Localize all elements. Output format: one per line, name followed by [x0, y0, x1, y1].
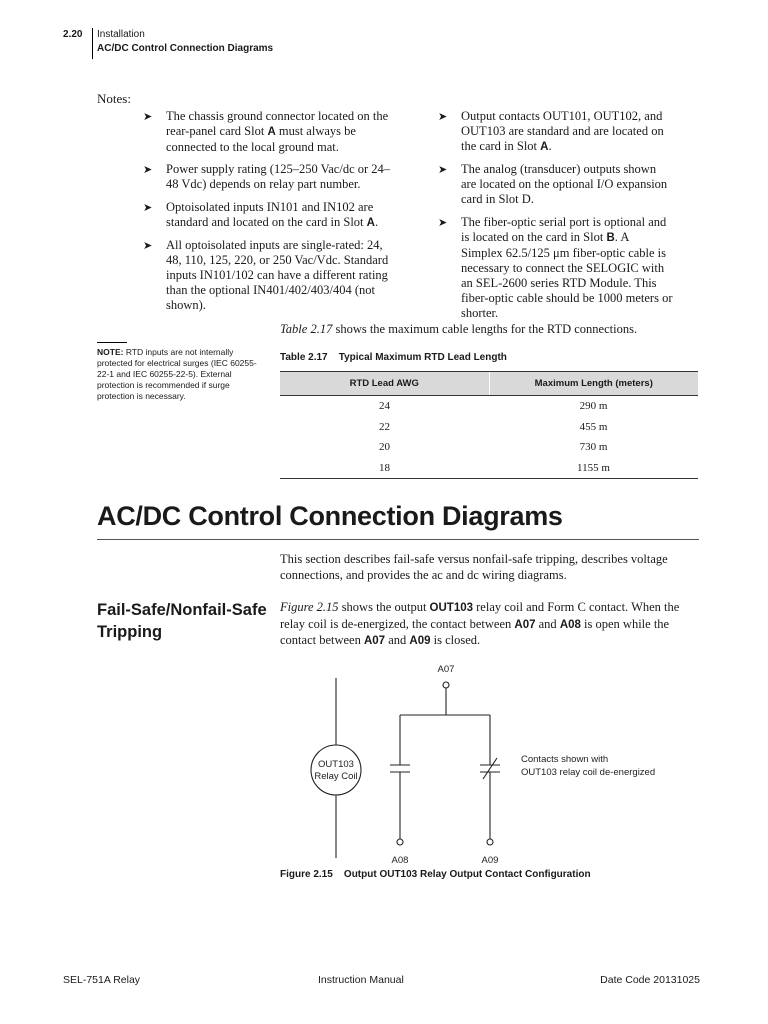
notes-list-1	[143, 109, 398, 314]
figure-ref-link[interactable]: Figure 2.15	[280, 600, 339, 614]
note-text: .	[548, 139, 552, 153]
para-text: and	[535, 616, 560, 631]
side-note	[97, 347, 257, 402]
coil-label-2: Relay Coil	[314, 771, 358, 782]
table-row	[280, 396, 698, 417]
header-divider	[92, 28, 93, 59]
table-row	[280, 417, 698, 438]
terminal-a07	[443, 682, 449, 688]
note-text: The analog (transducer) outputs shown are located on the optional I/O expansion card in Slot D.	[461, 162, 668, 206]
para-text: relay coil and Form C contact. When the relay coil is de-energized, the contact between	[280, 600, 680, 631]
note-bullet-item	[438, 109, 673, 155]
page-number: 2.20	[63, 29, 83, 40]
table-ref-text: shows the maximum cable lengths for the RTD connections.	[332, 322, 638, 336]
para-text: shows the output	[338, 600, 430, 614]
table-reference-sentence	[280, 322, 637, 337]
note-text: Power supply rating (125–250 Vac/dc or 24–48 Vdc) depends on relay part number.	[166, 162, 391, 191]
note-text: must always be connected to the local ground mat.	[166, 124, 356, 154]
table-cell: 455 m	[579, 420, 608, 433]
note-code: B	[606, 232, 615, 244]
note-divider	[97, 342, 127, 343]
subsection-paragraph	[280, 600, 700, 650]
note-bullet-item	[143, 162, 398, 193]
notes-list-2	[438, 109, 673, 321]
note-text: The fiber-optic serial port is optional and is located on the card in Slot	[461, 215, 667, 244]
section-title: AC/DC Control Connection Diagrams	[97, 501, 563, 531]
label-a08: A08	[391, 855, 409, 866]
terminal-a08	[397, 839, 403, 845]
header-subsection: AC/DC Control Connection Diagrams	[97, 43, 274, 54]
note-bullet-item	[143, 109, 398, 155]
para-code: A07	[363, 635, 386, 647]
note-bullet-item	[143, 238, 398, 314]
footer-product: SEL-751A Relay	[63, 974, 141, 986]
para-code: A08	[559, 618, 581, 631]
side-note-text: RTD inputs are not internally protected for electrical surges (IEC 60255-22-1 and IEC 60255-22-5). External protection is recommended if surge protection is necessary.	[97, 347, 257, 401]
table-caption: Table 2.17 Typical Maximum RTD Lead Length	[280, 352, 507, 363]
section-rule	[97, 539, 699, 540]
note-text: .	[374, 215, 379, 229]
table-cell: 22	[379, 420, 390, 433]
terminal-a09	[487, 839, 493, 845]
bullet-arrow-icon: ➤	[143, 201, 153, 214]
header-section: Installation	[97, 29, 145, 40]
footer-doc-type: Instruction Manual	[318, 974, 404, 986]
footer-date-code: Date Code 20131025	[600, 974, 700, 986]
table-cell: 24	[379, 400, 390, 413]
table-header-row	[280, 372, 698, 396]
bullet-arrow-icon: ➤	[143, 163, 153, 176]
table-cell: 290 m	[579, 400, 608, 413]
bullet-arrow-icon: ➤	[143, 110, 153, 123]
subsection-title: Fail-Safe/Nonfail-Safe Tripping	[97, 601, 267, 641]
relay-contact-diagram	[280, 658, 700, 868]
para-code: A07	[514, 618, 536, 631]
para-code: A09	[409, 635, 431, 647]
note-bullet-item	[438, 215, 673, 321]
notes-column-2	[438, 109, 673, 328]
note-code: A	[366, 217, 375, 229]
para-text: is closed.	[430, 633, 481, 647]
table-ref-link[interactable]: Table 2.17	[280, 322, 333, 336]
table-cell: 1155 m	[489, 458, 698, 479]
note-text: All optoisolated inputs are single-rated: 24, 48, 110, 125, 220, or 250 Vac/Vdc. Standard inputs IN101/102 can have a different rating than the optional IN401/402/403/404 (not shown).	[166, 238, 389, 312]
notes-label: Notes:	[97, 91, 131, 106]
table-row	[280, 437, 698, 458]
bullet-arrow-icon: ➤	[438, 163, 448, 176]
table-column-header: RTD Lead AWG	[280, 372, 489, 396]
table-column-header: Maximum Length (meters)	[489, 372, 698, 396]
figure-caption: Figure 2.15 Output OUT103 Relay Output Contact Configuration	[280, 869, 591, 880]
contacts-note-2: OUT103 relay coil de-energized	[521, 767, 656, 778]
para-text: and	[385, 633, 410, 647]
rtd-lead-table	[280, 371, 698, 479]
coil-label-1: OUT103	[318, 759, 354, 770]
table-row	[280, 458, 698, 479]
notes-column-1	[143, 109, 398, 321]
table-cell: 18	[280, 458, 489, 479]
contacts-note-1: Contacts shown with	[521, 754, 609, 765]
note-text: Optoisolated inputs IN101 and IN102 are standard and located on the card in Slot	[166, 200, 374, 229]
bullet-arrow-icon: ➤	[438, 110, 448, 123]
note-code: A	[540, 141, 549, 153]
note-text: Output contacts OUT101, OUT102, and OUT103 are standard and are located on the card in Slot	[461, 109, 664, 153]
note-bullet-item	[143, 200, 398, 231]
side-note-label: NOTE:	[97, 347, 124, 357]
table-cell: 730 m	[579, 441, 608, 454]
para-text: is open while the contact between	[280, 616, 670, 647]
table-cell: 20	[379, 441, 390, 454]
label-a09: A09	[481, 855, 499, 866]
relay-coil-symbol	[311, 745, 361, 795]
section-intro: This section describes fail-safe versus nonfail-safe tripping, describes voltage connections, and provides the ac and dc wiring diagrams.	[280, 552, 668, 582]
note-text: . A Simplex 62.5/125 μm fiber-optic cable is necessary to connect the SELOGIC with an SEL-2600 series RTD Module. This fiber-optic cable should be 1000 meters or shorter.	[461, 230, 673, 320]
note-text: The chassis ground connector located on the rear-panel card Slot	[166, 109, 389, 138]
bullet-arrow-icon: ➤	[143, 239, 153, 252]
note-bullet-item	[438, 162, 673, 208]
bullet-arrow-icon: ➤	[438, 216, 448, 229]
para-code: OUT103	[429, 602, 474, 614]
label-a07: A07	[437, 664, 455, 675]
note-code: A	[267, 126, 276, 138]
